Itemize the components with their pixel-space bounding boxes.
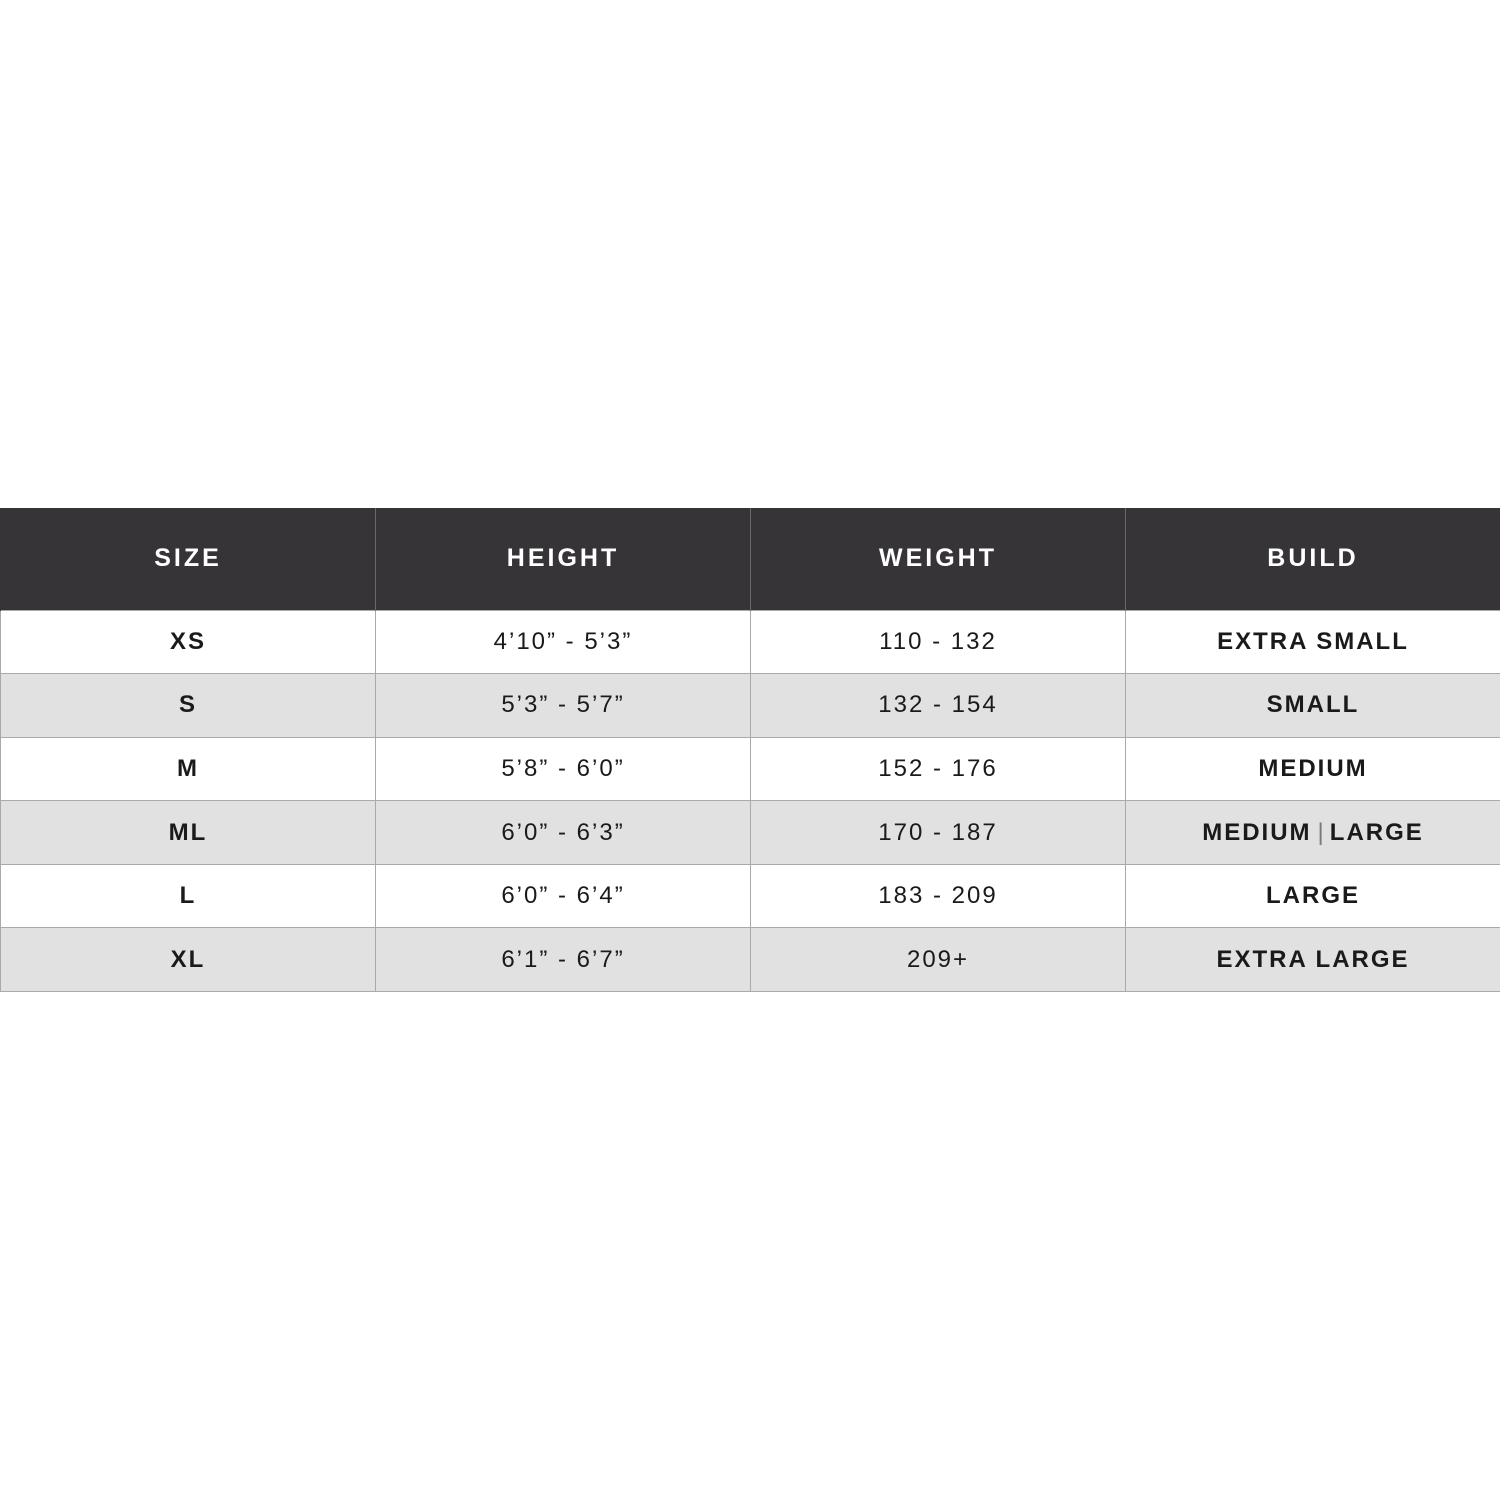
build-cell: EXTRA SMALL <box>1126 610 1500 674</box>
size-cell: M <box>1 737 376 801</box>
size-cell: S <box>1 674 376 738</box>
height-cell: 6’0” - 6’3” <box>376 801 751 865</box>
table-body <box>1 610 1500 992</box>
size-cell: ML <box>1 801 376 865</box>
height-cell: 6’0” - 6’4” <box>376 864 751 928</box>
table-header <box>1 508 1500 610</box>
build-cell: EXTRA LARGE <box>1126 928 1500 992</box>
size-cell: XL <box>1 928 376 992</box>
header-build: BUILD <box>1126 508 1500 610</box>
weight-cell: 152 - 176 <box>751 737 1126 801</box>
build-label-medium: MEDIUM <box>1202 818 1312 846</box>
size-cell: L <box>1 864 376 928</box>
header-size: SIZE <box>1 508 376 610</box>
build-label-large: LARGE <box>1329 818 1424 846</box>
table-row <box>1 737 1500 801</box>
height-cell: 6’1” - 6’7” <box>376 928 751 992</box>
header-row <box>1 508 1500 610</box>
size-chart-table <box>0 508 1500 992</box>
height-cell: 5’3” - 5’7” <box>376 674 751 738</box>
header-height: HEIGHT <box>376 508 751 610</box>
weight-cell: 183 - 209 <box>751 864 1126 928</box>
weight-cell: 110 - 132 <box>751 610 1126 674</box>
table-row <box>1 610 1500 674</box>
table-row <box>1 674 1500 738</box>
weight-cell: 132 - 154 <box>751 674 1126 738</box>
height-cell: 4’10” - 5’3” <box>376 610 751 674</box>
build-cell: MEDIUM <box>1126 737 1500 801</box>
height-cell: 5’8” - 6’0” <box>376 737 751 801</box>
weight-cell: 209+ <box>751 928 1126 992</box>
build-separator: | <box>1317 818 1324 846</box>
table-row <box>1 801 1500 865</box>
build-cell: SMALL <box>1126 674 1500 738</box>
build-cell <box>1126 801 1500 865</box>
size-cell: XS <box>1 610 376 674</box>
header-weight: WEIGHT <box>751 508 1126 610</box>
table-row <box>1 928 1500 992</box>
build-cell: LARGE <box>1126 864 1500 928</box>
weight-cell: 170 - 187 <box>751 801 1126 865</box>
table-row <box>1 864 1500 928</box>
